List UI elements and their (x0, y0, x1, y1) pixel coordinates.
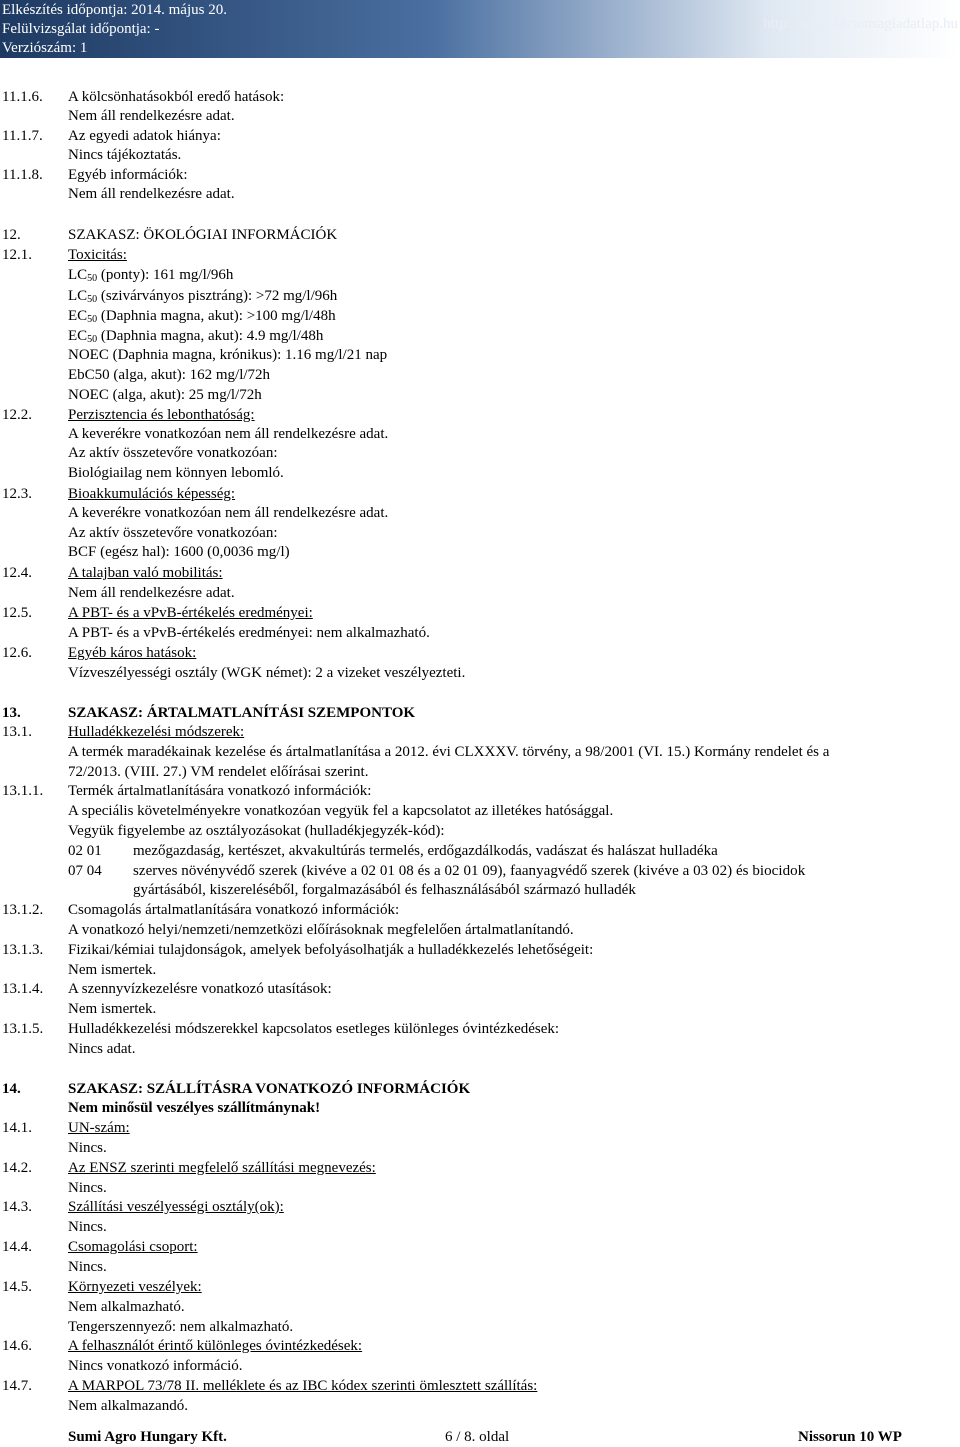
item-value: Tengerszennyező: nem alkalmazható. (68, 1319, 294, 1335)
waste-code: 02 01 (68, 843, 102, 859)
toxicity-entry: $LC_{50}$ (szivárványos pisztráng): >72 mg/l/96h (68, 288, 338, 305)
item-value: Nem ismertek. (68, 1001, 157, 1017)
item-title: Hulladékkezelési módszerek: (68, 724, 245, 740)
item-title: Egyéb káros hatások: (68, 645, 197, 661)
item-number: 13.1.3. (2, 942, 44, 958)
item-number: 12.1. (2, 247, 32, 263)
item-title: Termék ártalmatlanítására vonatkozó információk: (68, 783, 372, 799)
item-number: 11.1.8. (2, 167, 43, 183)
item-number: 13.1.1. (2, 783, 44, 799)
item-title: A talajban való mobilitás: (68, 565, 223, 581)
footer-company: Sumi Agro Hungary Kft. (68, 1429, 227, 1445)
footer-product: Nissorun 10 WP (798, 1429, 902, 1445)
version-number: Verziószám: 1 (2, 40, 88, 56)
waste-code: 07 04 (68, 863, 102, 879)
item-number: 14.6. (2, 1338, 32, 1354)
item-value: Az aktív összetevőre vonatkozóan: (68, 445, 278, 461)
item-value: A speciális követelményekre vonatkozóan vegyük fel a kapcsolatot az illetékes hatósággal. (68, 803, 614, 819)
transport-note: Nem minősül veszélyes szállítmánynak! (68, 1100, 321, 1116)
item-value: 72/2013. (VIII. 27.) VM rendelet előírásai szerint. (68, 764, 369, 780)
item-number: 12.5. (2, 605, 32, 621)
item-value: Nincs. (68, 1180, 107, 1196)
website-link[interactable]: http://www.biztonsagiadatlap.hu (763, 16, 958, 32)
toxicity-entry: NOEC (alga, akut): 25 mg/l/72h (68, 387, 262, 403)
item-value: Nem áll rendelkezésre adat. (68, 108, 235, 124)
item-title: A PBT- és a vPvB-értékelés eredményei: (68, 605, 313, 621)
item-value: A PBT- és a vPvB-értékelés eredményei: nem alkalmazható. (68, 625, 430, 641)
item-value: Nem áll rendelkezésre adat. (68, 186, 235, 202)
page-header (0, 0, 960, 60)
item-number: 13.1. (2, 724, 32, 740)
item-value: A termék maradékainak kezelése és ártalmatlanítása a 2012. évi CLXXXV. törvény, a 98/2001 (VI. 15.) Kormány rendelet és a (68, 744, 830, 760)
item-value: Biológiailag nem könnyen lebomló. (68, 465, 284, 481)
item-number: 14.3. (2, 1199, 32, 1215)
item-value: BCF (egész hal): 1600 (0,0036 mg/l) (68, 544, 290, 560)
section-title: SZAKASZ: SZÁLLÍTÁSRA VONATKOZÓ INFORMÁCIÓK (68, 1081, 471, 1097)
item-title: A kölcsönhatásokból eredő hatások: (68, 89, 285, 105)
item-value: Vegyük figyelembe az osztályozásokat (hulladékjegyzék-kód): (68, 823, 445, 839)
item-title: Fizikai/kémiai tulajdonságok, amelyek befolyásolhatják a hulladékkezelés lehetőségeit: (68, 942, 594, 958)
section-number: 14. (2, 1081, 21, 1097)
item-value: Nincs. (68, 1219, 107, 1235)
item-number: 14.4. (2, 1239, 32, 1255)
item-number: 13.1.5. (2, 1021, 44, 1037)
item-title: Perzisztencia és lebonthatóság: (68, 407, 255, 423)
toxicity-entry: $EC_{50}$ (Daphnia magna, akut): 4.9 mg/l/48h (68, 328, 324, 345)
item-title: Egyéb információk: (68, 167, 188, 183)
waste-description: gyártásából, kiszereléséből, forgalmazásából és felhasználásából származó hulladék (133, 882, 636, 898)
waste-description: mezőgazdaság, kertészet, akvakultúrás termelés, erdőgazdálkodás, vadászat és halászat hulladéka (133, 843, 718, 859)
item-value: Nincs vonatkozó információ. (68, 1358, 243, 1374)
item-number: 11.1.7. (2, 128, 43, 144)
item-value: Nem ismertek. (68, 962, 157, 978)
toxicity-entry: EbC50 (alga, akut): 162 mg/l/72h (68, 367, 271, 383)
item-title: Környezeti veszélyek: (68, 1279, 202, 1295)
item-value: A keverékre vonatkozóan nem áll rendelkezésre adat. (68, 505, 389, 521)
item-title: UN-szám: (68, 1120, 130, 1136)
item-value: Nincs adat. (68, 1041, 136, 1057)
item-title: Csomagolási csoport: (68, 1239, 198, 1255)
item-value: A vonatkozó helyi/nemzeti/nemzetközi előírásoknak megfelelően ártalmatlanítandó. (68, 922, 574, 938)
item-value: Nincs. (68, 1259, 107, 1275)
item-value: Az aktív összetevőre vonatkozóan: (68, 525, 278, 541)
item-number: 14.2. (2, 1160, 32, 1176)
item-number: 12.2. (2, 407, 32, 423)
item-number: 14.1. (2, 1120, 32, 1136)
waste-description: szerves növényvédő szerek (kivéve a 02 01 08 és a 02 01 09), faanyagvédő szerek (kivéve a 03 02) és biocidok (133, 863, 806, 879)
item-title: Az egyedi adatok hiánya: (68, 128, 221, 144)
toxicity-entry: $LC_{50}$ (ponty): 161 mg/l/96h (68, 267, 234, 284)
section-title: SZAKASZ: ÁRTALMATLANÍTÁSI SZEMPONTOK (68, 705, 416, 721)
item-number: 12.4. (2, 565, 32, 581)
item-number: 13.1.2. (2, 902, 44, 918)
item-value: A keverékre vonatkozóan nem áll rendelkezésre adat. (68, 426, 389, 442)
item-title: Hulladékkezelési módszerekkel kapcsolatos esetleges különleges óvintézkedések: (68, 1021, 560, 1037)
item-number: 14.5. (2, 1279, 32, 1295)
toxicity-entry: NOEC (Daphnia magna, krónikus): 1.16 mg/l/21 nap (68, 347, 388, 363)
item-number: 13.1.4. (2, 981, 44, 997)
item-title: Csomagolás ártalmatlanítására vonatkozó információk: (68, 902, 400, 918)
page-footer (0, 1428, 960, 1447)
item-value: Nem alkalmazandó. (68, 1398, 188, 1414)
item-title: A felhasználót érintő különleges óvintézkedések: (68, 1338, 363, 1354)
item-value: Nem alkalmazható. (68, 1299, 185, 1315)
section-number: 13. (2, 705, 21, 721)
item-value: Nincs tájékoztatás. (68, 147, 182, 163)
prepared-date: Elkészítés időpontja: 2014. május 20. (2, 2, 227, 18)
item-number: 12.3. (2, 486, 32, 502)
item-title: Toxicitás: (68, 247, 127, 263)
item-number: 12.6. (2, 645, 32, 661)
item-title: Szállítási veszélyességi osztály(ok): (68, 1199, 284, 1215)
item-value: Nem áll rendelkezésre adat. (68, 585, 235, 601)
item-number: 11.1.6. (2, 89, 43, 105)
item-title: Bioakkumulációs képesség: (68, 486, 236, 502)
item-title: A szennyvízkezelésre vonatkozó utasítások: (68, 981, 332, 997)
revision-date: Felülvizsgálat időpontja: - (2, 21, 160, 37)
item-value: Vízveszélyességi osztály (WGK német): 2 a vizeket veszélyezteti. (68, 665, 466, 681)
toxicity-entry: $EC_{50}$ (Daphnia magna, akut): >100 mg/l/48h (68, 308, 336, 325)
section-title: SZAKASZ: ÖKOLÓGIAI INFORMÁCIÓK (68, 227, 338, 243)
item-number: 14.7. (2, 1378, 32, 1394)
footer-page-number: 6 / 8. oldal (445, 1429, 510, 1445)
item-value: Nincs. (68, 1140, 107, 1156)
section-number: 12. (2, 227, 21, 243)
item-title: Az ENSZ szerinti megfelelő szállítási megnevezés: (68, 1160, 376, 1176)
item-title: A MARPOL 73/78 II. melléklete és az IBC kódex szerinti ömlesztett szállítás: (68, 1378, 538, 1394)
